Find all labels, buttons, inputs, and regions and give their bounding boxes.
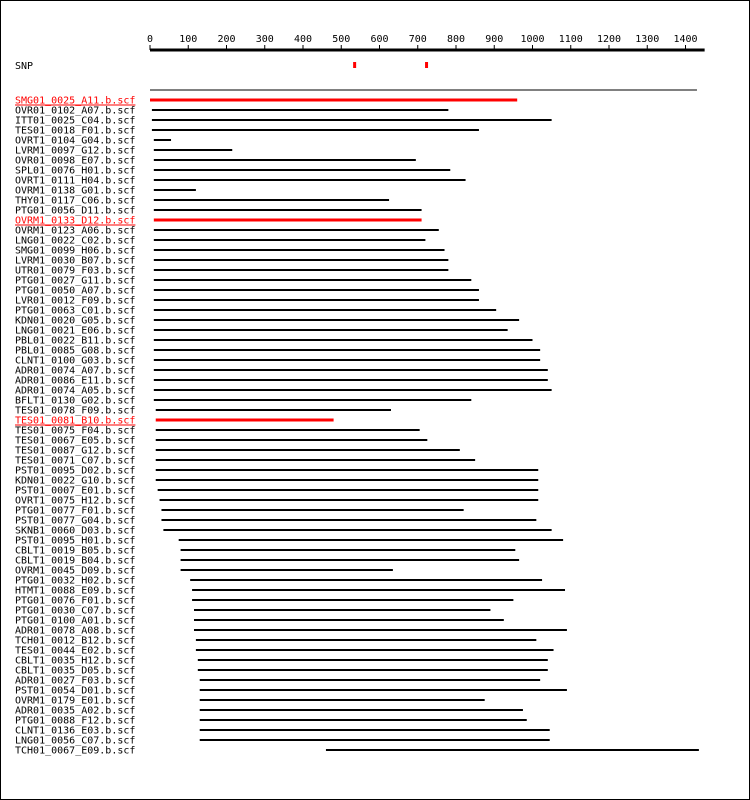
read-label: TES01_0081_B10.b.scf (15, 415, 136, 427)
axis-tick-label: 600 (370, 34, 389, 45)
read-label: PBL01_0022_B11.b.scf (15, 335, 136, 347)
read-label: LNG01_0022_C02.b.scf (15, 235, 136, 247)
axis-tick-label: 300 (255, 34, 274, 45)
read-label: CBLT1_0019_B05.b.scf (15, 545, 136, 557)
axis-tick-label: 0 (146, 34, 154, 45)
read-label: PTG01_0100_A01.b.scf (15, 615, 136, 627)
snp-markers (353, 62, 428, 68)
read-label: ADR01_0035_A02.b.scf (15, 705, 136, 717)
read-label: TES01_0044_E02.b.scf (15, 645, 136, 657)
read-label: PTG01_0056_D11.b.scf (15, 205, 136, 217)
read-label: SMG01_0099_H06.b.scf (15, 245, 136, 257)
read-label: PTG01_0077_F01.b.scf (15, 505, 136, 517)
read-label: LNG01_0056_C07.b.scf (15, 735, 136, 747)
snp-label: SNP (15, 61, 34, 72)
read-label: LNG01_0021_E06.b.scf (15, 325, 136, 337)
read-label: PTG01_0030_C07.b.scf (15, 605, 136, 617)
position-axis (147, 34, 705, 50)
read-label: BFLT1_0130_G02.b.scf (15, 395, 136, 407)
read-label: CBLT1_0019_B04.b.scf (15, 555, 136, 567)
read-label: PBL01_0085_G08.b.scf (15, 345, 136, 357)
read-label: OVR01_0102_A07.b.scf (15, 105, 136, 117)
read-label: PST01_0077_G04.b.scf (15, 515, 136, 527)
axis-tick-label: 800 (446, 34, 466, 45)
read-label: OVR01_0098_E07.b.scf (15, 155, 136, 167)
read-label: ADR01_0078_A08.b.scf (15, 625, 136, 637)
read-label: TES01_0018_F01.b.scf (15, 125, 136, 137)
read-label: TES01_0067_E05.b.scf (15, 435, 136, 447)
read-label: SPL01_0076_H01.b.scf (15, 165, 136, 177)
read-label: TES01_0075_F04.b.scf (15, 425, 136, 437)
read-label: OVRM1_0179_E01.b.scf (15, 695, 136, 707)
axis-tick-label: 200 (217, 34, 236, 45)
read-label: PST01_0095_D02.b.scf (15, 465, 136, 477)
read-label: OVRT1_0104_G04.b.scf (15, 135, 136, 147)
read-label: OVRM1_0123_A06.b.scf (15, 225, 136, 237)
read-label: OVRT1_0075_H12.b.scf (15, 495, 136, 507)
axis-tick-label: 500 (332, 34, 351, 45)
axis-tick-label: 1100 (558, 34, 583, 45)
read-label: CBLT1_0035_H12.b.scf (15, 655, 136, 667)
axis-tick-label: 1200 (596, 34, 622, 45)
read-label: OVRM1_0138_G01.b.scf (15, 185, 136, 197)
read-label: LVRM1_0097_G12.b.scf (15, 145, 136, 157)
read-label: PTG01_0063_C01.b.scf (15, 305, 136, 317)
read-label: LVRM1_0030_B07.b.scf (15, 255, 136, 267)
read-label: TES01_0078_F09.b.scf (15, 405, 136, 417)
read-label: CLNT1_0100_G03.b.scf (15, 355, 136, 367)
read-label: ADR01_0086_E11.b.scf (15, 375, 136, 387)
read-label: PTG01_0088_F12.b.scf (15, 715, 136, 727)
read-label: TCH01_0012_B12.b.scf (15, 635, 136, 647)
read-label: TES01_0071_C07.b.scf (15, 455, 136, 467)
read-label: PST01_0054_D01.b.scf (15, 685, 136, 697)
read-label: LVR01_0012_F09.b.scf (15, 295, 136, 307)
axis-tick-label: 700 (408, 34, 427, 45)
read-label: TES01_0087_G12.b.scf (15, 445, 136, 457)
read-label: SKNB1_0060_D03.b.scf (15, 525, 136, 537)
read-label: ITT01_0025_C04.b.scf (15, 115, 136, 127)
snp-marker (353, 62, 356, 68)
read-label: KDN01_0020_G05.b.scf (15, 315, 136, 327)
axis-tick-label: 100 (179, 34, 198, 45)
read-label: ADR01_0074_A05.b.scf (15, 385, 136, 397)
axis-tick-label: 900 (485, 34, 504, 45)
read-label: PST01_0007_E01.b.scf (15, 485, 136, 497)
read-label: THY01_0117_C06.b.scf (15, 195, 136, 207)
read-label: OVRM1_0133_D12.b.scf (15, 215, 136, 227)
read-label: PTG01_0027_G11.b.scf (15, 275, 136, 287)
reads (15, 96, 699, 757)
snp-marker (425, 62, 428, 68)
read-label: ADR01_0027_F03.b.scf (15, 675, 136, 687)
read-label: PTG01_0076_F01.b.scf (15, 595, 136, 607)
read-label: OVRT1_0111_H04.b.scf (15, 175, 136, 187)
read-label: UTR01_0079_F03.b.scf (15, 265, 136, 277)
read-label: CBLT1_0035_D05.b.scf (15, 665, 136, 677)
read-label: OVRM1_0045_D09.b.scf (15, 565, 136, 577)
axis-tick-label: 400 (293, 34, 313, 45)
read-label: PTG01_0032_H02.b.scf (15, 575, 136, 587)
read-label: PTG01_0050_A07.b.scf (15, 285, 136, 297)
axis-tick-label: 1400 (673, 34, 698, 45)
read-label: SMG01_0025_A11.b.scf (15, 95, 136, 107)
read-label: TCH01_0067_E09.b.scf (15, 745, 136, 757)
read-label: PST01_0095_H01.b.scf (15, 535, 136, 547)
read-label: HTMT1_0088_E09.b.scf (15, 585, 136, 597)
read-label: KDN01_0022_G10.b.scf (15, 475, 136, 487)
axis-tick-label: 1000 (520, 34, 545, 45)
read-label: CLNT1_0136_E03.b.scf (15, 725, 136, 737)
read-label: ADR01_0074_A07.b.scf (15, 365, 136, 377)
axis-tick-label: 1300 (635, 34, 660, 45)
